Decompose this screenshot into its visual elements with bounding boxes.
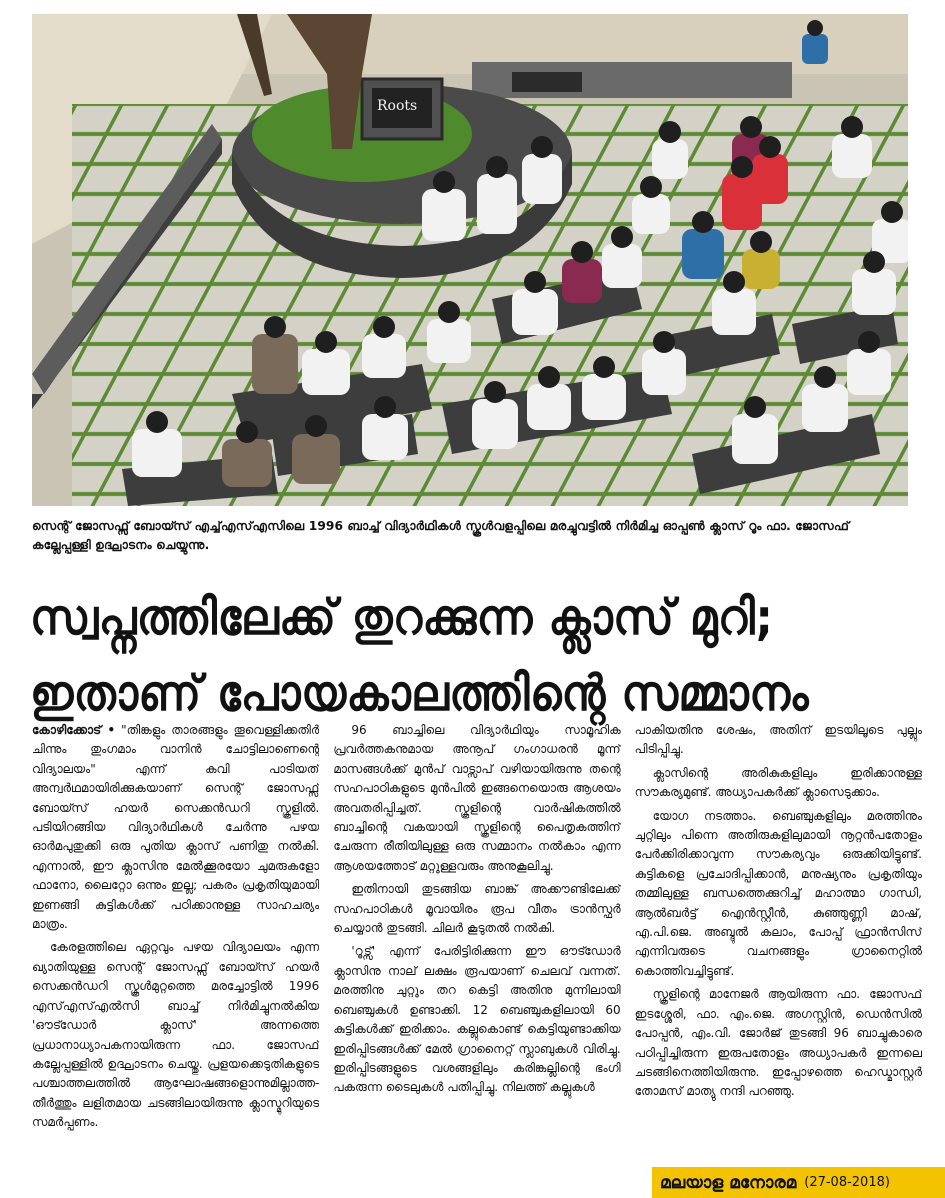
paragraph: യോഗ നടത്താം. ബെഞ്ചുകളിലും മരത്തിനും ചുറ്റിലും പിന്നെ അതിരുകളിലുമായി നൂറ്റൻപതോളം പേർക്കിരിക്കാവുന്ന സൗകര്യവും ഒരുക്കിയിട്ടുണ്ട്. കുട്ടികളെ പ്രചോദിപ്പിക്കാൻ, മനുഷ്യനും പ്രകൃതിയും തമ്മിലുള്ള ബന്ധത്തെക്കുറിച്ച് മഹാത്മാ ഗാന്ധി, ആൽബർട്ട് ഐൻസ്റ്റീൻ, കുഞ്ഞുണ്ണി മാഷ്, എ.പി.ജെ. അബ്ദുൽ കലാം, പോപ്പ് ഫ്രാൻസിസ് എന്നിവരുടെ വചനങ്ങളും ഗ്രാനൈറ്റിൽ കൊത്തിവച്ചിട്ടുണ്ട്. <box>634 808 922 978</box>
paragraph: കോഴിക്കോട് • "തിങ്കളും താരങ്ങളും തൂവെള്ളിക്കതിർ ചിന്നും തുംഗമാം വാനിൻ ചോട്ടിലാണെന്റെ വിദ്യാലയം" എന്ന് കവി പാടിയത് അന്വർഥമായിരിക്കുകയാണ് സെന്റ് ജോസഫ്സ് ബോയ്സ് ഹയർ സെക്കൻഡറി സ്കൂളിൽ. പടിയിറങ്ങിയ വിദ്യാർഥികൾ ചേർന്നു പഴയ ഓർമപുതുക്കി ഒരു പുതിയ ക്ലാസ് പണിതു നൽകി. എന്നാൽ, ഈ ക്ലാസിനു മേൽക്കൂരയോ ചുമരുകളോ ഫാനോ, ലൈറ്റോ ഒന്നും ഇല്ല; പകരം പ്രകൃതിയുമായി ഇണങ്ങി കുട്ടികൾക്ക് പഠിക്കാനുള്ള സാഹചര്യം മാത്രം. <box>32 723 320 932</box>
article-column-1 <box>32 721 319 1171</box>
headline-line-2: ഇതാണ് പോയകാലത്തിന്റെ സമ്മാനം <box>30 665 809 723</box>
article-column-3 <box>635 721 922 1171</box>
dateline: കോഴിക്കോട് • <box>32 723 116 737</box>
article-body <box>32 721 922 1171</box>
newspaper-logo: മലയാള മനോരമ <box>660 1172 797 1193</box>
paragraph: 96 ബാച്ചിലെ വിദ്യാർഥിയും സാമൂഹിക പ്രവർത്തകനുമായ അനൂപ് ഗംഗാധരൻ മൂന്ന് മാസങ്ങൾക്ക് മുൻപ് വാട്സാപ് വഴിയായിരുന്നു തന്റെ സഹപാഠികളുടെ മുൻപിൽ ഇങ്ങനെയൊരു ആശയം അവതരിപ്പിച്ചത്. സ്കൂളിന്റെ വാർഷികത്തിൽ ബാച്ചിന്റെ വകയായി സ്കൂളിന്റെ പൈതൃകത്തിന് ചേരുന്ന രീതിയിലുള്ള ഒരു സമ്മാനം നൽകാം എന്ന ആശയത്തോട് മറ്റുള്ളവരും അനുകൂലിച്ചു. <box>333 723 621 873</box>
photo-caption: സെന്റ് ജോസഫ്സ് ബോയ്സ് എച്ച്എസ്എസിലെ 1996 ബാച്ച് വിദ്യാർഥികൾ സ്കൂൾവളപ്പിലെ മരച്ചുവട്ടിൽ നിർമിച്ച ഓപ്പൺ ക്ലാസ് റൂം ഫാ. ജോസഫ് കല്ലേപ്പള്ളി ഉദ്ഘാടനം ചെയ്യുന്നു. <box>32 519 850 552</box>
plaque-title: Roots <box>377 98 418 114</box>
paragraph: കേരളത്തിലെ ഏറ്റവും പഴയ വിദ്യാലയം എന്ന ഖ്യാതിയുള്ള സെന്റ് ജോസഫ്സ് ബോയ്സ് ഹയർ സെക്കൻഡറി സ്കൂൾമുറ്റത്തെ മരച്ചോട്ടിൽ 1996 എസ്എസ്എൽസി ബാച്ച് നിർമിച്ചുനൽകിയ 'ഔട്ഡോർ ക്ലാസ്' അന്നത്തെ പ്രധാനാധ്യാപകനായിരുന്ന ഫാ. ജോസഫ് കല്ലേപ്പള്ളിൽ ഉദ്ഘാടനം ചെയ്തു. പ്രളയക്കെടുതികളുടെ പശ്ചാത്തലത്തിൽ ആഘോഷങ്ങളൊന്നുമില്ലാത്ത- തീർത്തും ലളിതമായ ചടങ്ങിലായിരുന്നു ക്ലാസ്മുറിയുടെ സമർപ്പണം. <box>32 940 320 1130</box>
paragraph: ഇതിനായി തുടങ്ങിയ ബാങ്ക് അക്കൗണ്ടിലേക്ക് സഹപാഠികൾ മൂവായിരം രൂപ വീതം ട്രാൻസ്ഫർ ചെയ്യാൻ തുടങ്ങി. ചിലർ കൂടുതൽ നൽകി. <box>333 882 621 936</box>
headline-line-1: സ്വപ്നത്തിലേക്ക് തുറക്കുന്ന ക്ലാസ് മുറി; <box>30 588 774 647</box>
article-column-2 <box>333 721 620 1171</box>
paragraph: പാകിയതിനു ശേഷം, അതിന് ഇടയിലൂടെ പുല്ലും പിടിപ്പിച്ചു. <box>634 723 922 757</box>
news-photo <box>32 14 908 506</box>
publication-date: (27-08-2018) <box>804 1175 890 1190</box>
headline <box>30 580 930 732</box>
paragraph: 'റൂട്സ്' എന്ന് പേരിട്ടിരിക്കുന്ന ഈ ഔട്ഡോർ ക്ലാസിനു നാല് ലക്ഷം രൂപയാണ് ചെലവ് വന്നത്. മരത്തിനു ചുറ്റും തറ കെട്ടി അതിനു മുന്നിലായി ബെഞ്ചുകൾ ഉണ്ടാക്കി. 12 ബെഞ്ചുകളിലായി 60 കുട്ടികൾക്ക് ഇരിക്കാം. കല്ലുകൊണ്ട് കെട്ടിയുണ്ടാക്കിയ ഇരിപ്പിടങ്ങൾക്ക് മേൽ ഗ്രാനൈറ്റ് സ്ലാബുകൾ വിരിച്ചു. ഇരിപ്പിടങ്ങളുടെ വശങ്ങളിലും കരിങ്കല്ലിന്റെ ഭംഗി പകരുന്ന ടൈലുകൾ പതിപ്പിച്ചു. നിലത്ത് കല്ലുകൾ <box>333 944 621 1095</box>
newspaper-masthead <box>652 1167 945 1198</box>
paragraph: സ്കൂളിന്റെ മാനേജർ ആയിരുന്ന ഫാ. ജോസഫ് ഇടശ്ശേരി, ഫാ. എം.ജെ. അഗസ്റ്റിൻ, ഡെൻസിൽ പോപ്പൻ, എം.വി. ജോർജ് തുടങ്ങി 96 ബാച്ചുകാരെ പഠിപ്പിച്ചിരുന്ന ഇരുപതോളം അധ്യാപകർ ഇന്നലെ ചടങ്ങിനെത്തിയിരുന്നു. ഇപ്പോഴത്തെ ഹെഡ്മാസ്റ്റർ തോമസ് മാത്യു നന്ദി പറഞ്ഞു. <box>634 987 922 1099</box>
open-classroom-illustration <box>32 14 908 506</box>
paragraph: ക്ലാസിന്റെ അരികുകളിലും ഇരിക്കാനുള്ള സൗകര്യമുണ്ട്. അധ്യാപകർക്ക് ക്ലാസെടുക്കാം. <box>634 765 922 800</box>
